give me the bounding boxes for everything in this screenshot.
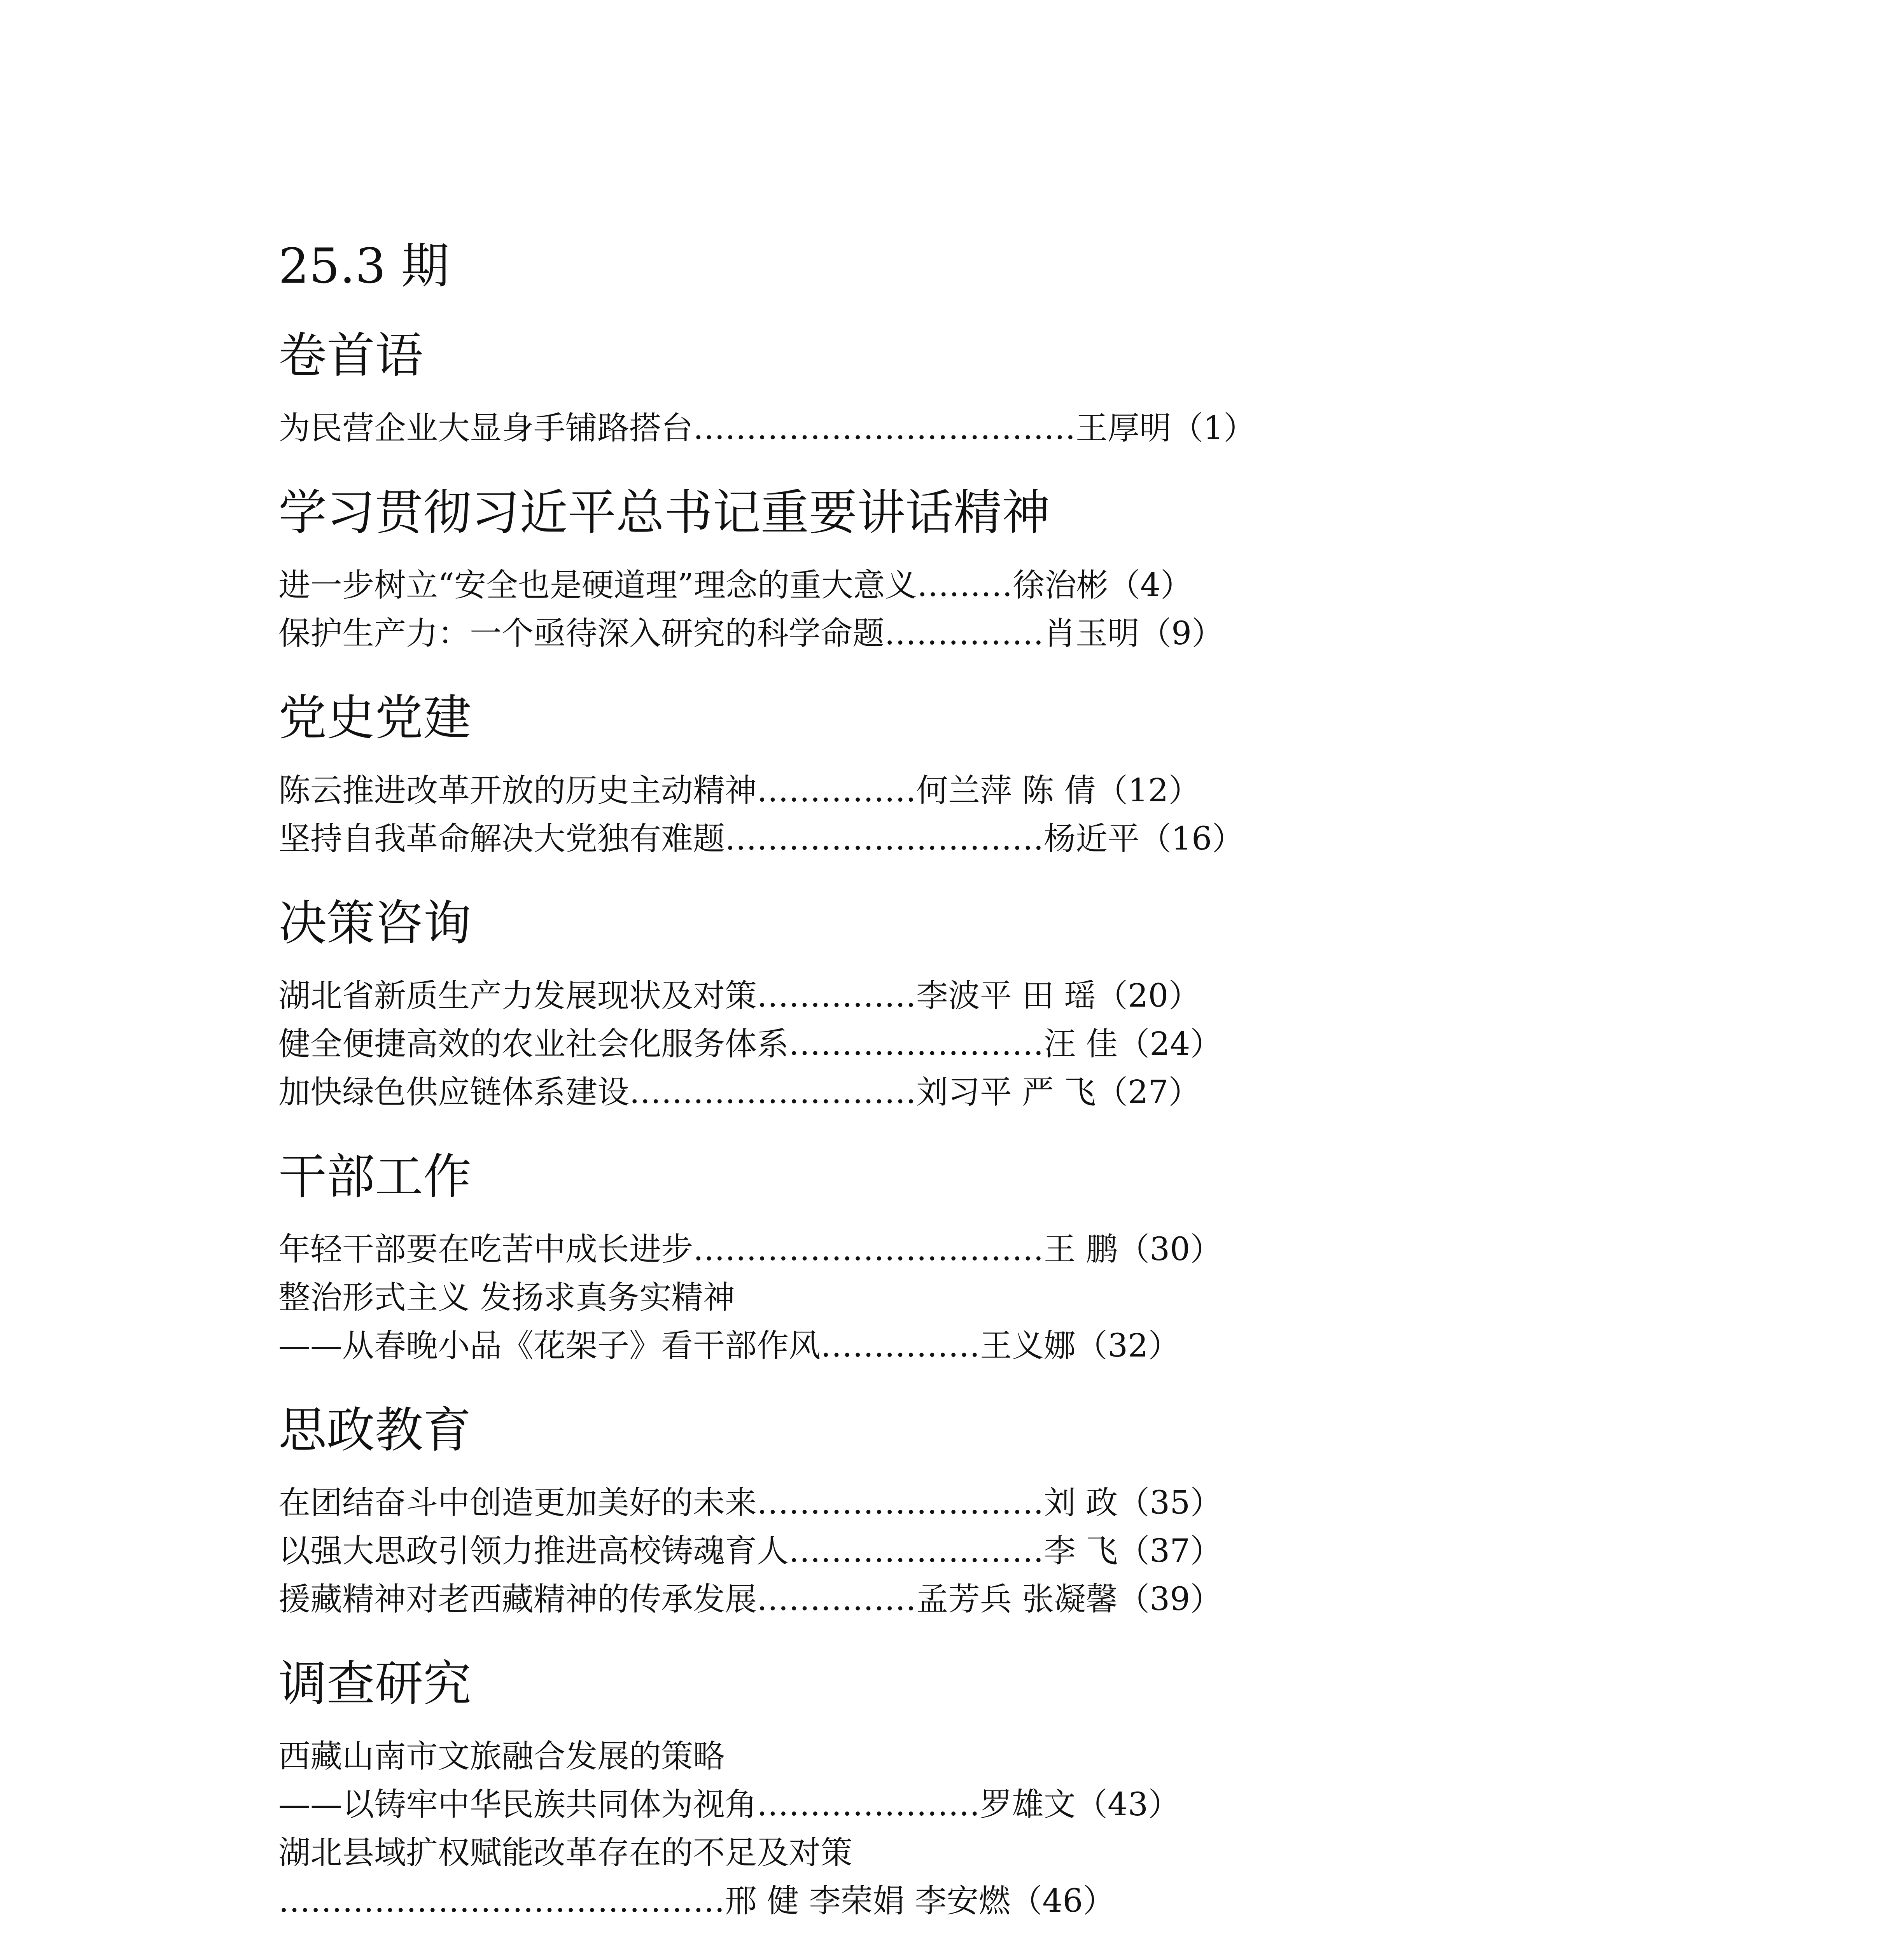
toc-entry: 西藏山南市文旅融合发展的策略 <box>278 1738 725 1775</box>
toc-section <box>278 1401 1678 1624</box>
toc-section <box>278 1655 1678 1925</box>
toc-entry: 整治形式主义 发扬求真务实精神 <box>278 1279 735 1316</box>
toc-entry: ……………………………………邢 健 李荣娟 李安燃（46） <box>278 1883 1115 1920</box>
section-title: 决策咨询 <box>278 895 472 951</box>
toc-entry: 坚持自我革命解决大党独有难题…………………………杨近平（16） <box>278 820 1244 857</box>
toc-section <box>278 484 1678 658</box>
toc-section <box>278 689 1678 863</box>
toc-entry: 湖北省新质生产力发展现状及对策……………李波平 田 瑶（20） <box>278 977 1200 1014</box>
section-title: 干部工作 <box>278 1149 472 1205</box>
toc-entry: 保护生产力：一个亟待深入研究的科学命题……………肖玉明（9） <box>278 615 1224 652</box>
toc-entry: 健全便捷高效的农业社会化服务体系……………………汪 佳（24） <box>278 1026 1222 1063</box>
toc-entry: 湖北县域扩权赋能改革存在的不足及对策 <box>278 1834 853 1871</box>
toc-entry: 为民营企业大显身手铺路搭台………………………………王厚明（1） <box>278 410 1256 447</box>
toc-entry: 年轻干部要在吃苦中成长进步……………………………王 鹏（30） <box>278 1231 1222 1268</box>
issue-label: 25.3 期 <box>278 238 450 294</box>
toc-entry: ——以铸牢中华民族共同体为视角…………………罗雄文（43） <box>278 1786 1180 1823</box>
toc-section <box>278 894 1678 1117</box>
toc-entry: 在团结奋斗中创造更加美好的未来………………………刘 政（35） <box>278 1484 1222 1521</box>
section-title: 卷首语 <box>278 328 424 384</box>
section-title: 思政教育 <box>278 1402 472 1458</box>
toc-entry: 进一步树立“安全也是硬道理”理念的重大意义………徐治彬（4） <box>278 567 1193 604</box>
toc-entry: 陈云推进改革开放的历史主动精神……………何兰萍 陈 倩（12） <box>278 772 1200 809</box>
toc-entry: 援藏精神对老西藏精神的传承发展……………孟芳兵 张凝馨（39） <box>278 1581 1222 1618</box>
toc-section <box>278 1148 1678 1370</box>
section-title: 学习贯彻习近平总书记重要讲话精神 <box>278 485 1050 541</box>
table-of-contents <box>278 233 1678 1925</box>
section-title: 调查研究 <box>278 1656 472 1712</box>
toc-entry: 以强大思政引领力推进高校铸魂育人……………………李 飞（37） <box>278 1533 1222 1570</box>
toc-entry: ——从春晚小品《花架子》看干部作风……………王义娜（32） <box>278 1327 1180 1364</box>
section-title: 党史党建 <box>278 690 472 746</box>
toc-section <box>278 327 1678 453</box>
toc-entry: 加快绿色供应链体系建设………………………刘习平 严 飞（27） <box>278 1074 1200 1111</box>
